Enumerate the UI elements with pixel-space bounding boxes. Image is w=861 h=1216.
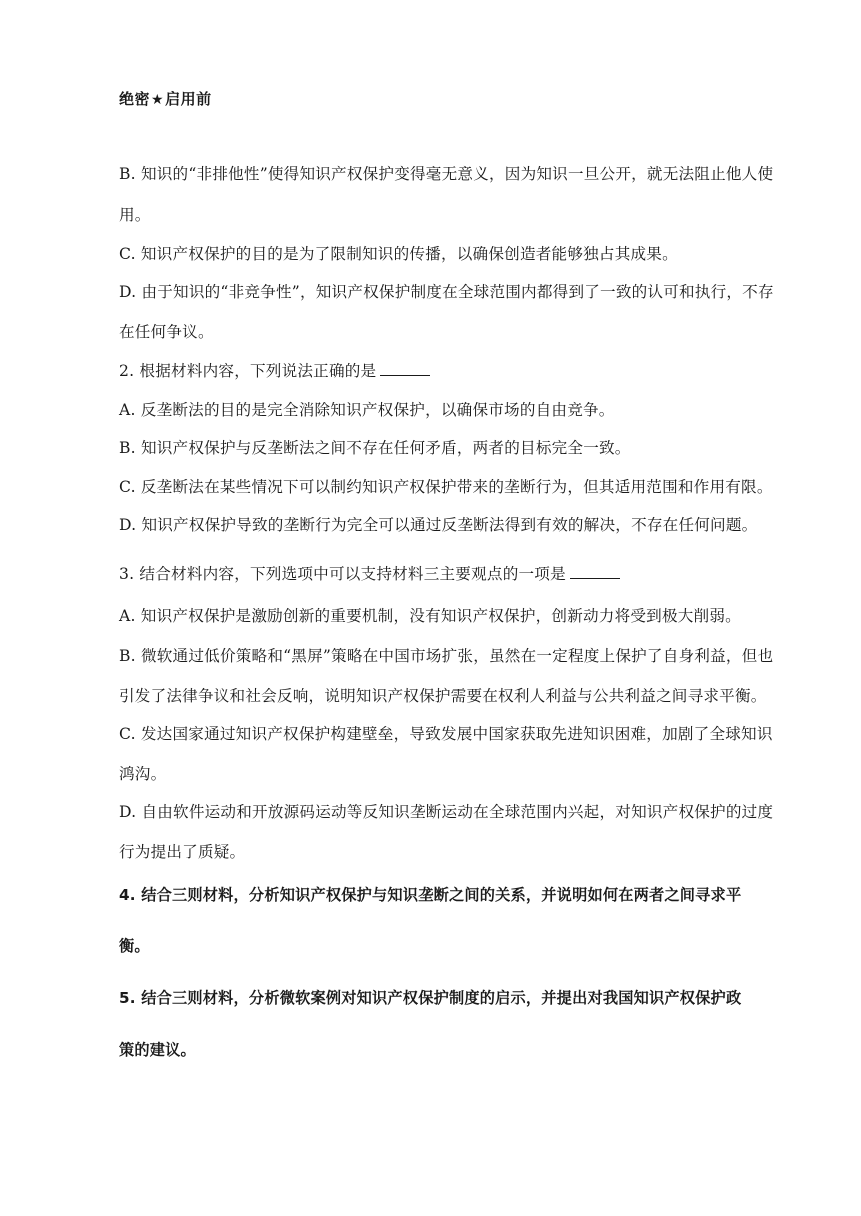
q5-line1: 5. 结合三则材料，分析微软案例对知识产权保护制度的启示，并提出对我国知识产权保护政 <box>119 989 742 1007</box>
q5-line2: 策的建议。 <box>119 1041 196 1059</box>
q2-option-c: C. 反垄断法在某些情况下可以制约知识产权保护带来的垄断行为，但其适用范围和作用有限。 <box>119 478 773 496</box>
confidentiality-header <box>119 88 212 109</box>
q1-option-b-line2: 用。 <box>119 206 151 224</box>
q2-option-d: D. 知识产权保护导致的垄断行为完全可以通过反垄断法得到有效的解决，不存在任何问题。 <box>119 516 758 534</box>
answer-blank <box>380 363 430 376</box>
q1-option-d-line1: D. 由于知识的“非竞争性”，知识产权保护制度在全球范围内都得到了一致的认可和执行，不存 <box>119 283 774 301</box>
star-icon: ★ <box>151 92 165 108</box>
q3-stem <box>119 562 620 584</box>
q3-stem-text: 3. 结合材料内容，下列选项中可以支持材料三主要观点的一项是 <box>119 565 566 583</box>
q3-option-c-line1: C. 发达国家通过知识产权保护构建壁垒，导致发展中国家获取先进知识困难，加剧了全球知识 <box>119 725 773 743</box>
header-text-before-use: 启用前 <box>165 90 212 108</box>
q2-stem-text: 2. 根据材料内容，下列说法正确的是 <box>119 362 377 380</box>
answer-blank <box>570 566 620 579</box>
q2-option-a: A. 反垄断法的目的是完全消除知识产权保护，以确保市场的自由竞争。 <box>119 401 615 419</box>
q3-option-d-line2: 行为提出了质疑。 <box>119 843 246 861</box>
q3-option-a: A. 知识产权保护是激励创新的重要机制，没有知识产权保护，创新动力将受到极大削弱。 <box>119 607 741 625</box>
q1-option-c: C. 知识产权保护的目的是为了限制知识的传播，以确保创造者能够独占其成果。 <box>119 245 678 263</box>
q2-option-b: B. 知识产权保护与反垄断法之间不存在任何矛盾，两者的目标完全一致。 <box>119 439 631 457</box>
q2-stem <box>119 359 430 381</box>
q4-line1: 4. 结合三则材料，分析知识产权保护与知识垄断之间的关系，并说明如何在两者之间寻求平 <box>119 886 742 904</box>
q3-option-b-line2: 引发了法律争议和社会反响，说明知识产权保护需要在权利人利益与公共利益之间寻求平衡。 <box>119 687 767 705</box>
header-text-confidential: 绝密 <box>119 90 151 108</box>
q3-option-d-line1: D. 自由软件运动和开放源码运动等反知识垄断运动在全球范围内兴起，对知识产权保护的过度 <box>119 803 774 821</box>
q1-option-b-line1: B. 知识的“非排他性”使得知识产权保护变得毫无意义，因为知识一旦公开，就无法阻止他人使 <box>119 165 774 183</box>
q3-option-c-line2: 鸿沟。 <box>119 765 167 783</box>
q1-option-d-line2: 在任何争议。 <box>119 323 214 341</box>
q4-line2: 衡。 <box>119 937 150 955</box>
q3-option-b-line1: B. 微软通过低价策略和“黑屏”策略在中国市场扩张，虽然在一定程度上保护了自身利益，但也 <box>119 647 774 665</box>
